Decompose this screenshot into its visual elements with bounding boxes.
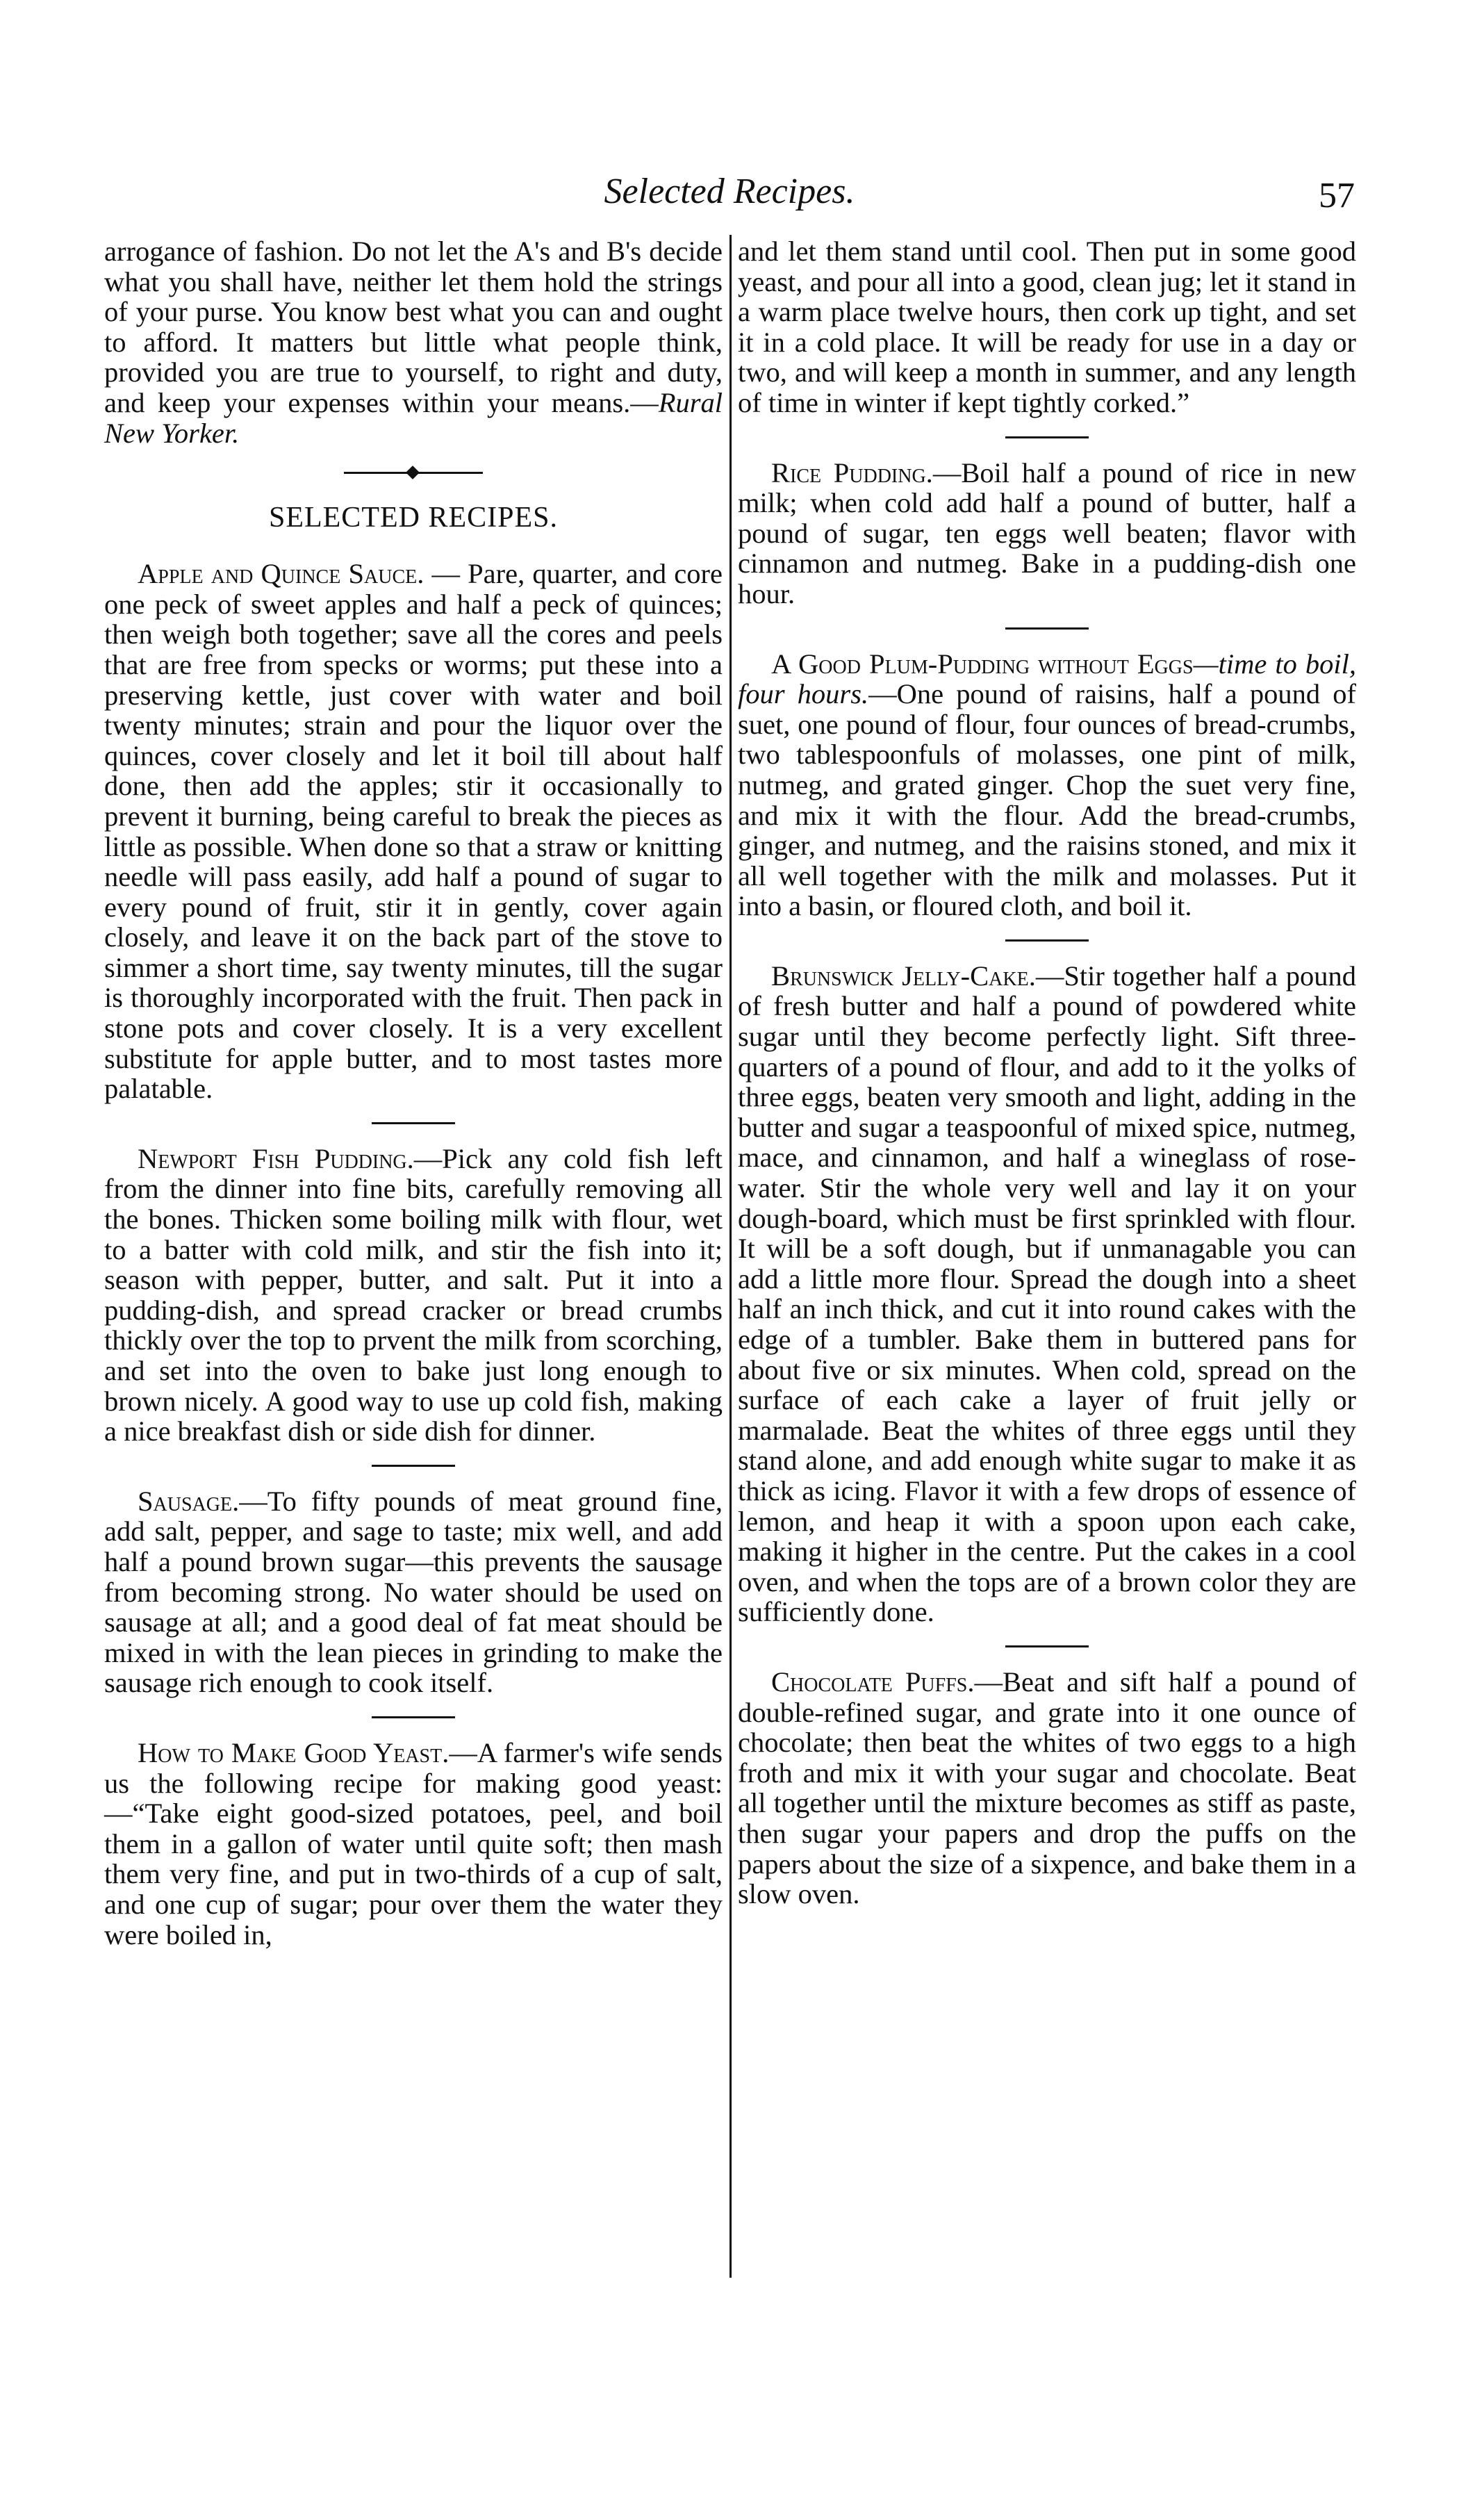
running-head: [104, 164, 1355, 227]
recipe-title: Sausage.: [138, 1485, 240, 1517]
page-number: 57: [1319, 176, 1355, 215]
recipe-brunswick-jelly-cake: [738, 961, 1356, 1627]
divider-rule: [372, 1122, 455, 1124]
divider-rule: [372, 1465, 455, 1467]
section-title: SELECTED RECIPES.: [268, 502, 559, 534]
recipe-title: How to Make Good Yeast.: [138, 1736, 450, 1768]
recipe-sausage: [104, 1486, 723, 1698]
recipe-body: —Boil half a pound of rice in new milk; when cold add half a pound of butter, half a pound of sugar, ten eggs well beaten; flavor with cinnamon and nutmeg. Bake in a pudding-dish one hour.: [738, 457, 1356, 609]
intro-paragraph: [104, 236, 723, 448]
intro-source: Rural New Yorker.: [104, 386, 723, 449]
recipe-newport-fish-pudding: [104, 1144, 723, 1447]
recipe-body: — Pare, quarter, and core one peck of sweet apples and half a peck of quinces; then weigh both together; save all the cores and peels that are free from specks or worms; put these into a preserving kettle, just cover with water and boil twenty minutes; strain and pour the liquor over the quinces, cover closely and let it boil till about half done, then add the apples; stir it occasionally to prevent it burning, being careful to break the pieces as little as possible. When done so that a straw or knitting needle will pass easily, add half a pound of sugar to every pound of fruit, stir it in gently, cover again closely, and leave it on the back part of the stove to simmer a short time, say twenty minutes, till the sugar is thoroughly incorporated with the fruit. Then pack in stone pots and cover closely. It is a very excellent substitute for apple butter, and to most tastes more palatable.: [104, 558, 723, 1105]
right-column: [738, 236, 1356, 1909]
recipe-title: Apple and Quince Sauce.: [138, 558, 424, 590]
recipe-body: —A farmer's wife sends us the following recipe for making good yeast:—“Take eight good-sized potatoes, peel, and boil them in a gallon of water until quite soft; then mash them very fine, and put in two-thirds of a cup of salt, and one cup of sugar; pour over them the water they were boiled in,: [104, 1736, 723, 1950]
recipe-body: —To fifty pounds of meat ground fine, add salt, pepper, and sage to taste; mix well, and add half a pound brown sugar—this prevents the sausage from becoming strong. No water should be used on sausage at all; and a good deal of fat meat should be mixed in with the lean pieces in grinding to make the sausage rich enough to cook itself.: [104, 1485, 723, 1699]
ornament-divider: [344, 472, 483, 474]
divider-rule: [372, 1716, 455, 1718]
divider-rule: [1005, 627, 1089, 630]
recipe-title: Brunswick Jelly-Cake.: [771, 960, 1036, 992]
recipe-chocolate-puffs: [738, 1667, 1356, 1909]
recipe-title: Rice Pudding.: [771, 457, 933, 488]
divider-rule: [1005, 436, 1089, 438]
intro-text: arrogance of fashion. Do not let the A's and B's decide what you shall have, neither let them hold the strings of your purse. You know best what you can and ought to afford. It matters but little what people think, provided you are true to yourself, to right and duty, and keep your expenses within your means.—: [104, 236, 723, 418]
recipe-apple-quince-sauce: [104, 559, 723, 1104]
yeast-continued: and let them stand until cool. Then put in some good yeast, and pour all into a good, clean jug; let it stand in a warm place twelve hours, then cork up tight, and set it in a cold place. It will be ready for use in a day or two, and will keep a month in summer, and any length of time in winter if kept tightly corked.”: [738, 236, 1356, 418]
divider-rule: [1005, 1645, 1089, 1647]
recipe-body: —Beat and sift half a pound of double-refined sugar, and grate into it one ounce of chocolate; then beat the whites of two eggs to a high froth and mix it with your sugar and chocolate. Beat all together until the mixture becomes as stiff as paste, then sugar your papers and drop the puffs on the papers about the size of a sixpence, and bake them in a slow oven.: [738, 1666, 1356, 1910]
recipe-plum-pudding: [738, 649, 1356, 921]
recipe-time: —time to boil, four hours.: [738, 648, 1356, 710]
recipe-title: Newport Fish Pudding.: [138, 1142, 414, 1174]
recipe-body: —Stir together half a pound of fresh butter and half a pound of powdered white sugar until they become perfectly light. Sift three-quarters of a pound of flour, and add to it the yolks of three eggs, beaten very smooth and light, adding in the butter and sugar a teaspoonful of mixed spice, nutmeg, mace, and cinnamon, and half a wineglass of rose-water. Stir the whole very well and lay it on your dough-board, which must be first sprinkled with flour. It will be a soft dough, but if unmanagable you can add a little more flour. Spread the dough into a sheet half an inch thick, and cut it into round cakes with the edge of a tumbler. Bake them in buttered pans for about five or six minutes. When cold, spread on the surface of each cake a layer of fruit jelly or marmalade. Beat the whites of three eggs until they stand alone, and add enough white sugar to make it as thick as icing. Flavor it with a few drops of essence of lemon, and heap it with a spoon upon each cake, making it higher in the centre. Put the cakes in a cool oven, and when the tops are of a brown color they are sufficiently done.: [738, 960, 1356, 1628]
left-column: [104, 236, 723, 1950]
recipe-good-yeast: [104, 1738, 723, 1950]
column-divider: [729, 235, 732, 2278]
recipe-rice-pudding: [738, 458, 1356, 609]
recipe-body: —Pick any cold fish left from the dinner into fine bits, carefully removing all the bones. Thicken some boiling milk with flour, wet to a batter with cold milk, and stir the fish into it; season with pepper, butter, and salt. Put it into a pudding-dish, and spread cracker or bread crumbs thickly over the top to prvent the milk from scorching, and set into the oven to bake just long enough to brown nicely. A good way to use up cold fish, making a nice breakfast dish or side dish for dinner.: [104, 1142, 723, 1447]
running-title: Selected Recipes.: [604, 172, 855, 211]
recipe-title: A Good Plum-Pudding without Eggs: [771, 648, 1194, 680]
divider-rule: [1005, 939, 1089, 942]
recipe-title: Chocolate Puffs.: [771, 1666, 975, 1698]
recipe-body: —One pound of raisins, half a pound of suet, one pound of flour, four ounces of bread-crumbs, two tablespoonfuls of molasses, one pint of milk, nutmeg, and grated ginger. Chop the suet very fine, and mix it with the flour. Add the bread-crumbs, ginger, and nutmeg, and the raisins stoned, and mix it all well together with the milk and molasses. Put it into a basin, or floured cloth, and boil it.: [738, 678, 1356, 922]
